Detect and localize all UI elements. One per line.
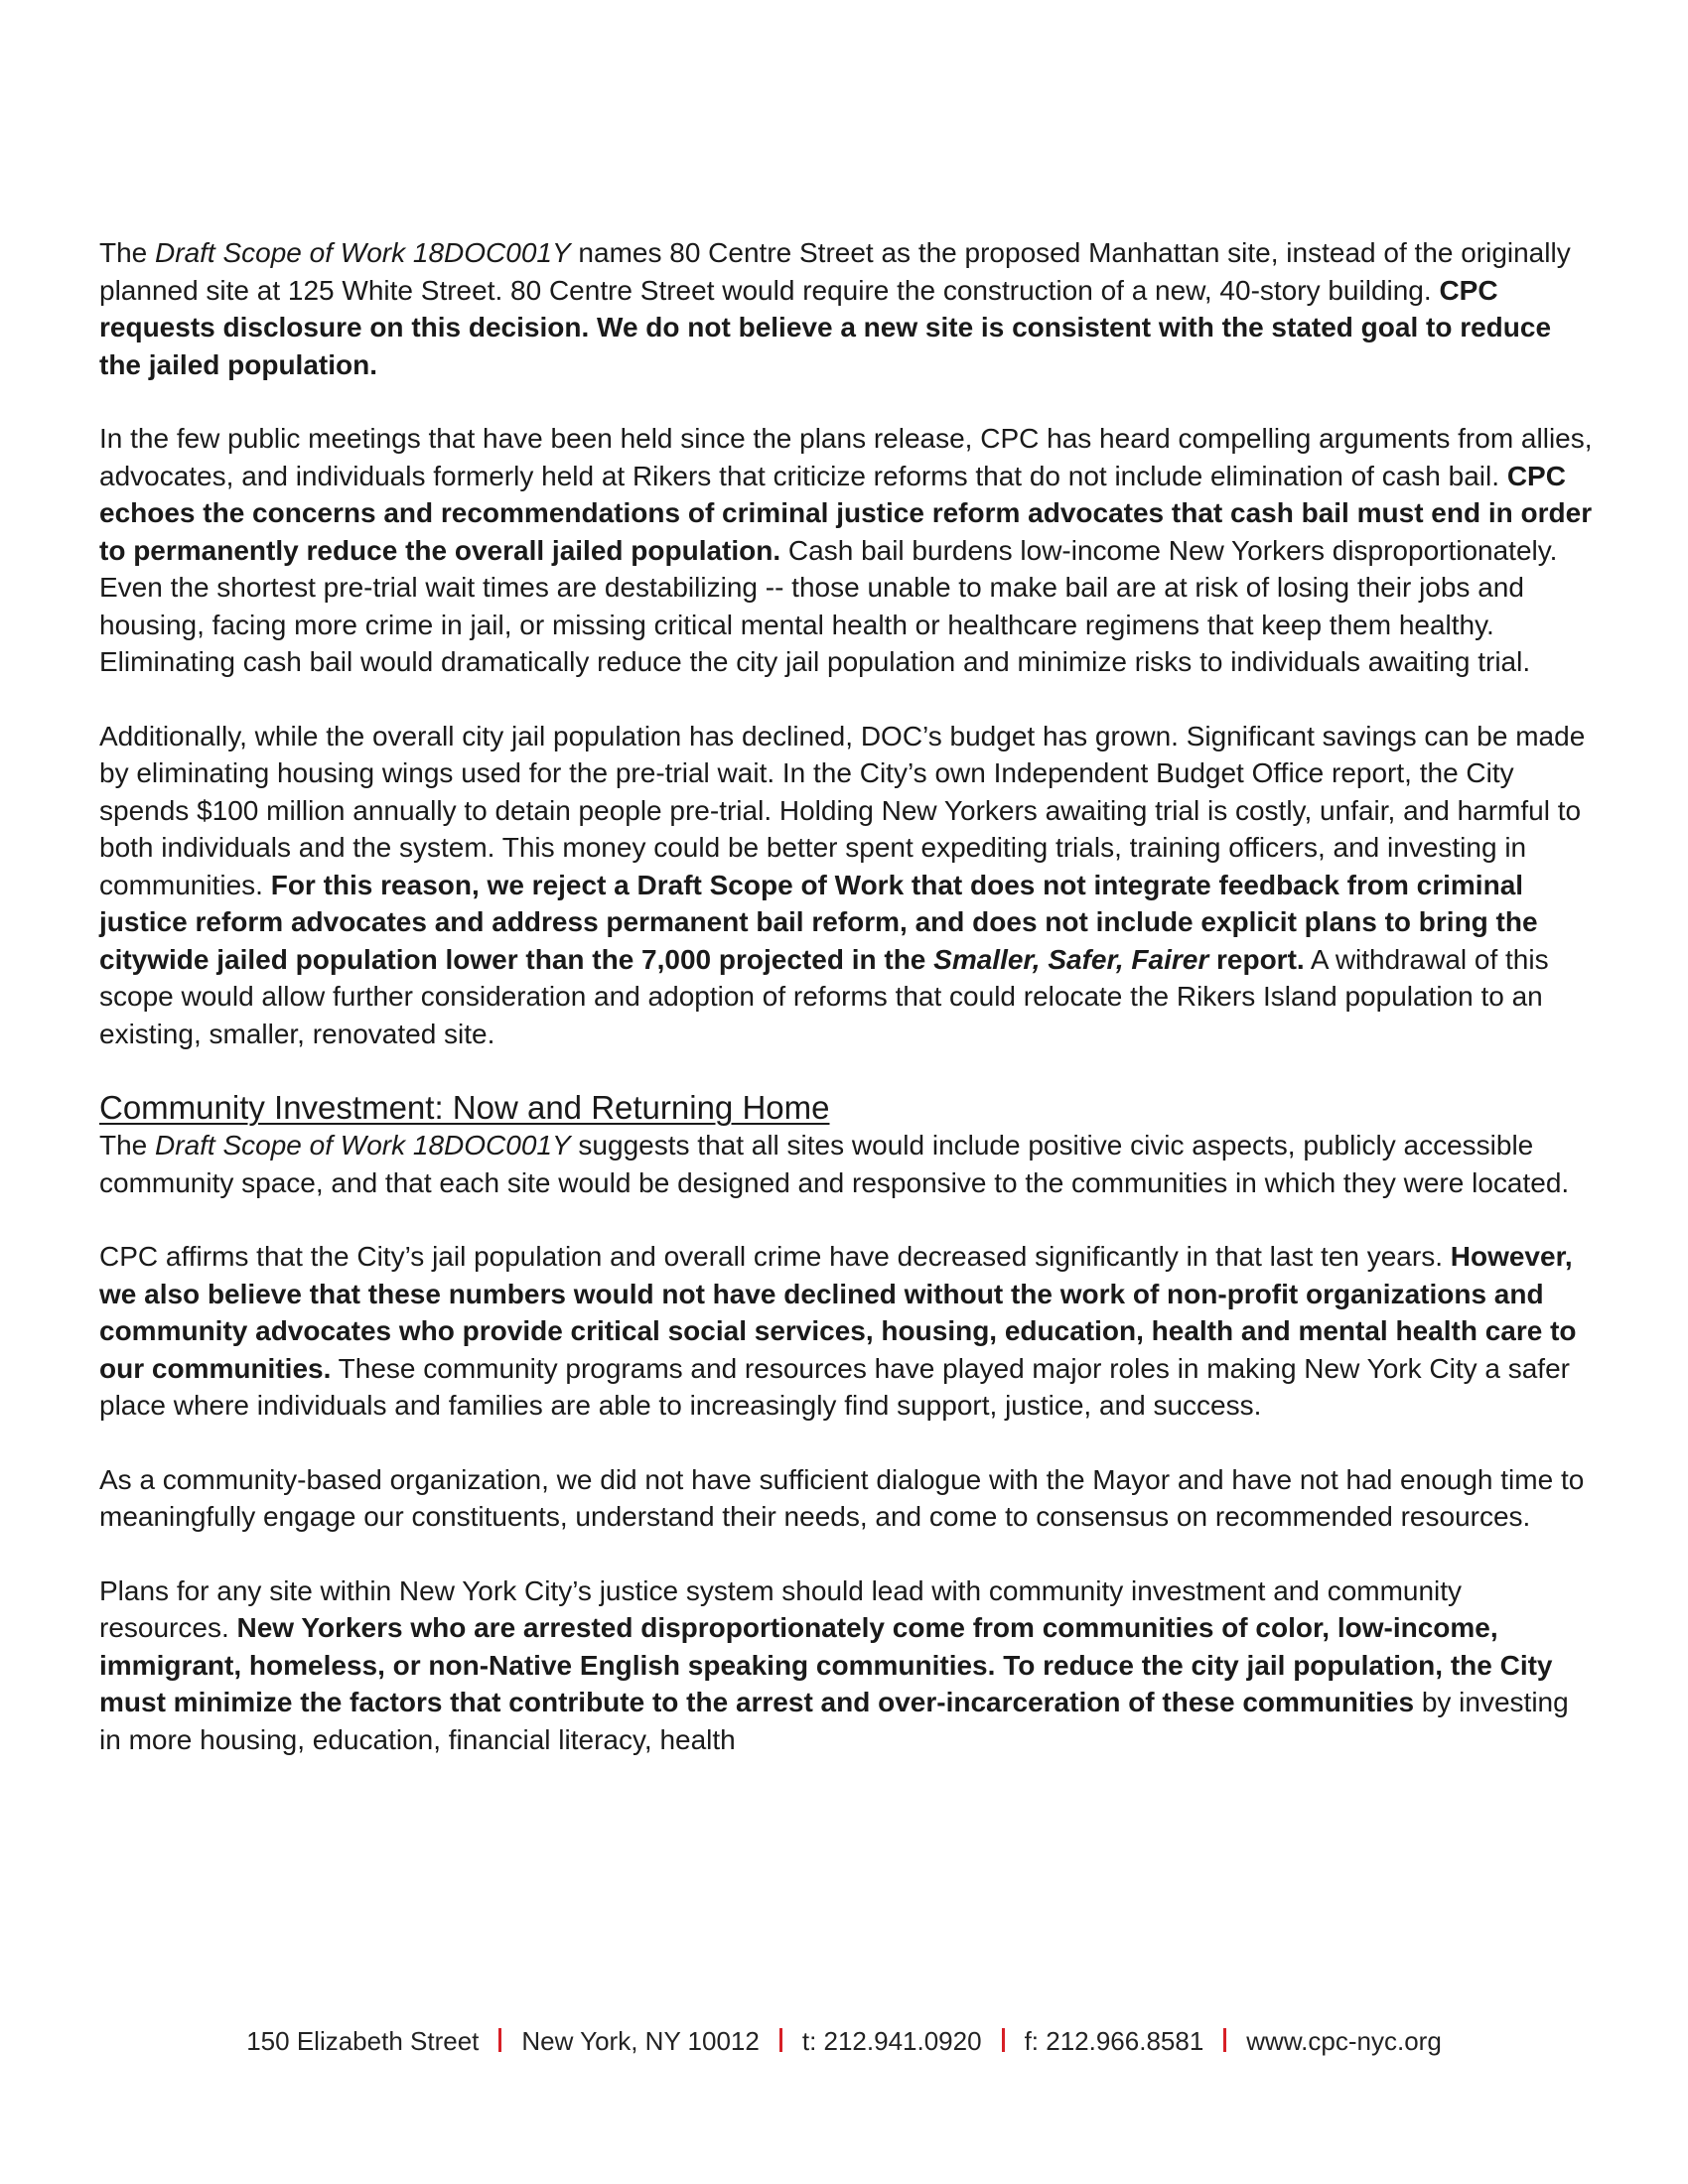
document-title-ref: Draft Scope of Work 18DOC001Y <box>155 237 571 268</box>
footer-separator <box>1223 2028 1226 2052</box>
text-run: Additionally, while the overall city jail population has declined, DOC’s budget has grown. Significant savings can be made by eliminating housing wings used for the pre-trial wait. In the City’s own Independent Budget Office report, the City spends $100 million annually to detain people pre-trial. Holding New Yorkers awaiting trial is costly, unfair, and harmful to both individuals and the system. This money could be better spent expediting trials, training officers, and investing in communities. <box>99 720 1586 900</box>
text-run: names 80 Centre Street as the proposed Manhattan site, instead of the originally planned site at 125 White Street. 80 Centre Street would require the construction of a new, 40-story building. <box>99 237 1571 306</box>
footer-city: New York, NY 10012 <box>521 2026 760 2056</box>
footer-address: 150 Elizabeth Street <box>246 2026 480 2056</box>
footer-fax: f: 212.966.8581 <box>1024 2026 1204 2056</box>
text-run: by investing in more housing, education, financial literacy, health <box>99 1687 1569 1755</box>
paragraph-budget <box>99 718 1597 1053</box>
bold-statement: CPC echoes the concerns and recommendations of criminal justice reform advocates that cash bail must end in order to permanently reduce the overall jailed population. <box>99 460 1593 566</box>
text-run: A withdrawal of this scope would allow further consideration and adoption of reforms that could relocate the Rikers Island population to an existing, smaller, renovated site. <box>99 943 1549 1049</box>
document-title-ref: Draft Scope of Work 18DOC001Y <box>155 1130 571 1160</box>
text-run: As a community-based organization, we did not have sufficient dialogue with the Mayor and have not had enough time to meaningfully engage our constituents, understand their needs, and come to consensus on recommended resources. <box>99 1463 1585 1532</box>
bold-statement: For this reason, we reject a Draft Scope of Work that does not integrate feedback from criminal justice reform advocates and address permanent bail reform, and does not include explicit plans to bring the citywide jailed population lower than the 7,000 projected in the <box>99 869 1538 975</box>
footer-separator <box>1002 2028 1005 2052</box>
paragraph-civic-aspects <box>99 1127 1597 1201</box>
footer-website-link[interactable]: www.cpc-nyc.org <box>1246 2026 1442 2056</box>
section-heading: Community Investment: Now and Returning Home <box>99 1089 830 1126</box>
text-run: The <box>99 1130 156 1160</box>
bold-statement: However, we also believe that these numbers would not have declined without the work of non-profit organizations and community advocates who provide critical social services, housing, education, health and mental health care to our communities. <box>99 1241 1577 1384</box>
paragraph-cash-bail <box>99 420 1597 681</box>
report-title-ref: Smaller, Safer, Fairer <box>933 943 1209 975</box>
document-body <box>99 234 1597 1795</box>
paragraph-site-selection <box>99 234 1597 383</box>
text-run: Plans for any site within New York City’s justice system should lead with community investment and community resources. <box>99 1574 1463 1643</box>
paragraph-crime-decrease <box>99 1238 1597 1425</box>
text-run: These community programs and resources have played major roles in making New York City a safer place where individuals and families are able to increasingly find support, justice, and success. <box>99 1352 1570 1421</box>
text-run: Cash bail burdens low-income New Yorkers disproportionately. Even the shortest pre-trial wait times are destabilizing -- those unable to make bail are at risk of losing their jobs and housing, facing more crime in jail, or missing critical mental health or healthcare regimens that keep them healthy. Eliminating cash bail would dramatically reduce the city jail population and minimize risks to individuals awaiting trial. <box>99 534 1558 677</box>
text-run: The <box>99 237 156 268</box>
bold-statement: CPC requests disclosure on this decision. We do not believe a new site is consistent with the stated goal to reduce the jailed population. <box>99 274 1552 380</box>
bold-statement: report. <box>1208 943 1305 975</box>
paragraph-dialogue <box>99 1461 1597 1536</box>
paragraph-community-investment <box>99 1572 1597 1759</box>
footer-separator <box>779 2028 782 2052</box>
page-footer <box>0 2025 1688 2057</box>
text-run: suggests that all sites would include positive civic aspects, publicly accessible community space, and that each site would be designed and responsive to the communities in which they were located. <box>99 1130 1570 1198</box>
footer-separator <box>498 2028 501 2052</box>
bold-statement: New Yorkers who are arrested disproportionately come from communities of color, low-income, immigrant, homeless, or non-Native English speaking communities. To reduce the city jail population, the City must minimize the factors that contribute to the arrest and over-incarceration of these communities <box>99 1612 1553 1717</box>
text-run: CPC affirms that the City’s jail population and overall crime have decreased significantly in that last ten years. <box>99 1241 1451 1272</box>
footer-phone: t: 212.941.0920 <box>801 2026 982 2056</box>
text-run: In the few public meetings that have been held since the plans release, CPC has heard compelling arguments from allies, advocates, and individuals formerly held at Rikers that criticize reforms that do not include elimination of cash bail. <box>99 423 1593 491</box>
